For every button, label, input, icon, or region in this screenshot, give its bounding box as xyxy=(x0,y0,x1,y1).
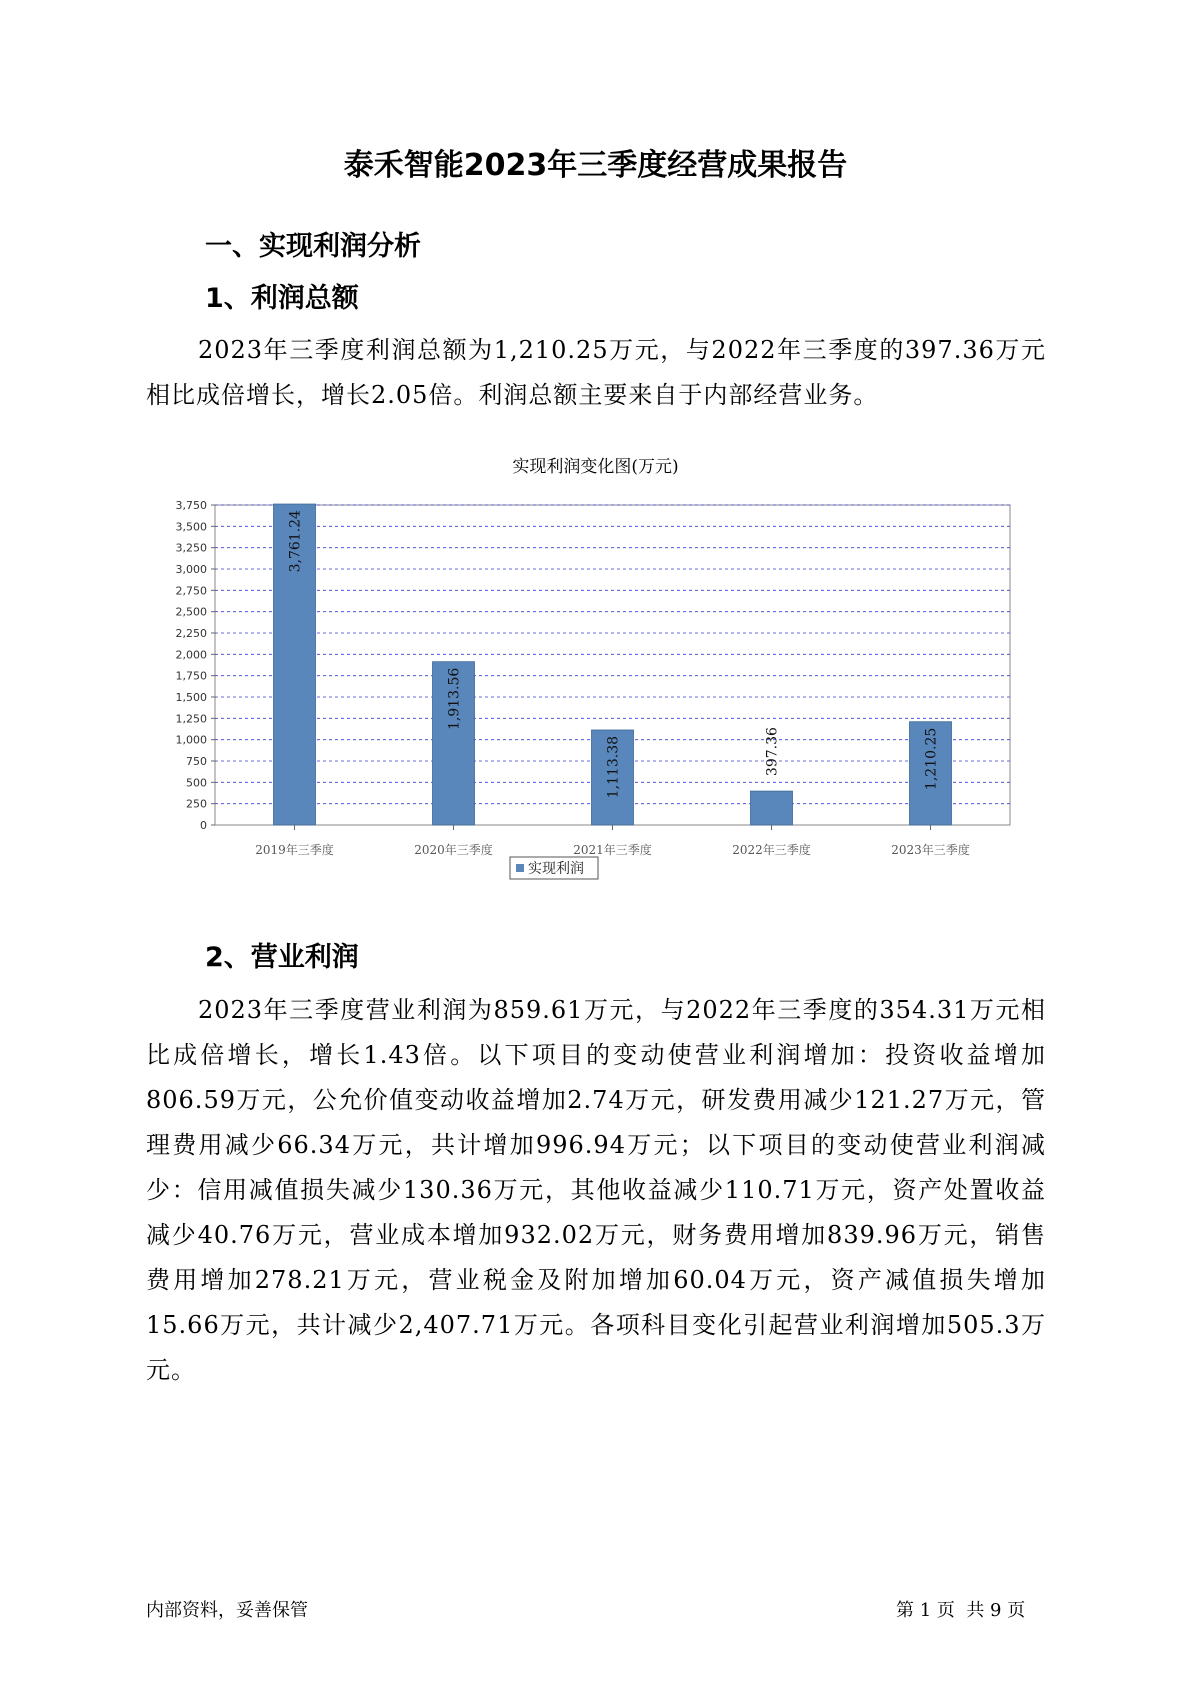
y-tick-label: 2,750 xyxy=(175,584,207,598)
paragraph-total-profit: 2023年三季度利润总额为1,210.25万元，与2022年三季度的397.36万元相比成倍增长，增长2.05倍。利润总额主要来自于内部经营业务。 xyxy=(146,336,1046,409)
profit-bar-chart xyxy=(150,490,1030,910)
y-tick-label: 1,750 xyxy=(175,669,207,683)
y-tick-label: 500 xyxy=(186,776,207,790)
subheading-operating-profit: 2、营业利润 xyxy=(205,942,359,973)
bar xyxy=(751,791,793,825)
y-tick-label: 0 xyxy=(200,819,207,832)
chart-title: 实现利润变化图(万元) xyxy=(512,457,679,477)
data-label: 3,761.24 xyxy=(287,510,304,573)
y-tick-label: 1,250 xyxy=(175,712,207,726)
y-tick-label: 3,500 xyxy=(175,520,207,534)
y-tick-label: 2,500 xyxy=(175,605,207,619)
y-tick-label: 3,250 xyxy=(175,541,207,555)
data-label: 1,210.25 xyxy=(923,727,940,791)
footer-confidential-note: 内部资料，妥善保管 xyxy=(146,1600,308,1621)
legend-label: 实现利润 xyxy=(528,861,584,877)
y-tick-label: 750 xyxy=(186,755,207,768)
y-tick-label: 250 xyxy=(186,797,207,811)
data-label: 1,913.56 xyxy=(446,667,463,731)
paragraph-operating-profit: 2023年三季度营业利润为859.61万元，与2022年三季度的354.31万元相比成倍增长，增长1.43倍。以下项目的变动使营业利润增加：投资收益增加806.59万元，公允价值变动收益增加2.74万元，研发费用减少121.27万元，管理费用减少66.34万元，共计增加996.94万元；以下项目的变动使营业利润减少：信用减值损失减少130.36万元，其他收益减少110.71万元，资产处置收益减少40.76万元，营业成本增加932.02万元，财务费用增加839.96万元，销售费用增加278.21万元，营业税金及附加增加60.04万元，资产减值损失增加15.66万元，共计减少2,407.71万元。各项科目变化引起营业利润增加505.3万元。 xyxy=(146,996,1046,1384)
y-tick-label: 2,000 xyxy=(175,648,207,662)
footer-page-number: 第 1 页 共 9 页 xyxy=(896,1600,1026,1621)
data-label: 1,113.38 xyxy=(605,735,622,799)
x-tick-label: 2023年三季度 xyxy=(891,843,970,857)
y-tick-label: 3,000 xyxy=(175,563,207,576)
subheading-total-profit: 1、利润总额 xyxy=(205,283,359,314)
report-title: 泰禾智能2023年三季度经营成果报告 xyxy=(343,148,848,183)
y-tick-label: 3,750 xyxy=(175,499,207,512)
y-tick-label: 1,000 xyxy=(175,733,207,747)
section-heading-profit-analysis: 一、实现利润分析 xyxy=(205,231,421,262)
data-label: 397.36 xyxy=(764,727,781,777)
x-tick-label: 2021年三季度 xyxy=(573,843,652,857)
y-tick-label: 2,250 xyxy=(175,627,207,640)
x-tick-label: 2019年三季度 xyxy=(255,843,334,857)
y-tick-label: 1,500 xyxy=(175,691,207,704)
legend-swatch xyxy=(516,864,524,872)
x-tick-label: 2020年三季度 xyxy=(414,843,493,857)
x-tick-label: 2022年三季度 xyxy=(732,843,811,857)
